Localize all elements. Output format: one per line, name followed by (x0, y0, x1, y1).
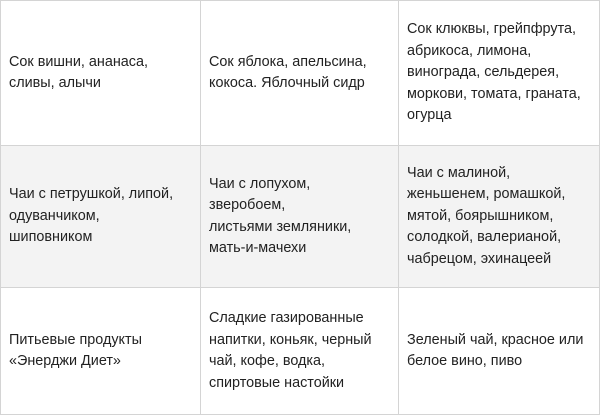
table-row (1, 146, 600, 288)
table-row (1, 288, 600, 415)
cell-line: Сладкие газированные (209, 310, 364, 326)
cell-line: шиповником (9, 229, 93, 246)
cell-line: «Энерджи Диет» (9, 353, 121, 369)
table-cell-r1-c1 (1, 1, 201, 146)
cell-line: Сок клюквы, грейпфрута, (407, 21, 577, 38)
cell-line: сливы, алычи (9, 75, 101, 91)
cell-line: Сок вишни, ананаса, (9, 53, 149, 70)
cell-line: огурца (407, 107, 452, 124)
cell-line: спиртовые настойки (209, 374, 345, 391)
cell-line: женьшенем, ромашкой, (407, 186, 566, 203)
cell-line: моркови, томата, граната, (407, 85, 581, 102)
cell-line: напитки, коньяк, черный (209, 331, 372, 348)
table-cell-r3-c3 (399, 288, 600, 415)
cell-line: чабрецом, эхинацеей (407, 250, 552, 267)
cell-line: кокоса. Яблочный сидр (209, 75, 365, 91)
cell-line: Зеленый чай, красное или (407, 331, 584, 348)
cell-line: чай, кофе, водка, (209, 353, 326, 369)
cell-line: мятой, боярышником, (407, 207, 554, 224)
cell-line: одуванчиком, (9, 207, 100, 224)
table-cell-r3-c1 (1, 288, 201, 415)
table-row (1, 1, 600, 146)
cell-line: Чаи с петрушкой, липой, (9, 186, 174, 203)
table-cell-r2-c3 (399, 146, 600, 288)
cell-line: Питьевые продукты (9, 331, 142, 348)
cell-line: мать-и-мачехи (209, 240, 307, 256)
cell-line: листьями земляники, (209, 218, 352, 235)
table-cell-r3-c2 (201, 288, 399, 415)
cell-line: Чаи с малиной, (407, 164, 511, 181)
cell-line: Сок яблока, апельсина, (209, 53, 367, 70)
table-cell-r1-c3 (399, 1, 600, 146)
table-cell-r2-c2 (201, 146, 399, 288)
cell-line: Чаи с лопухом, зверобоем, (209, 175, 311, 213)
cell-line: солодкой, валерианой, (407, 229, 562, 246)
cell-line: винограда, сельдерея, (407, 64, 560, 81)
cell-line: абрикоса, лимона, (407, 42, 532, 59)
cell-line: белое вино, пиво (407, 353, 523, 369)
table-cell-r2-c1 (1, 146, 201, 288)
table-cell-r1-c2 (201, 1, 399, 146)
